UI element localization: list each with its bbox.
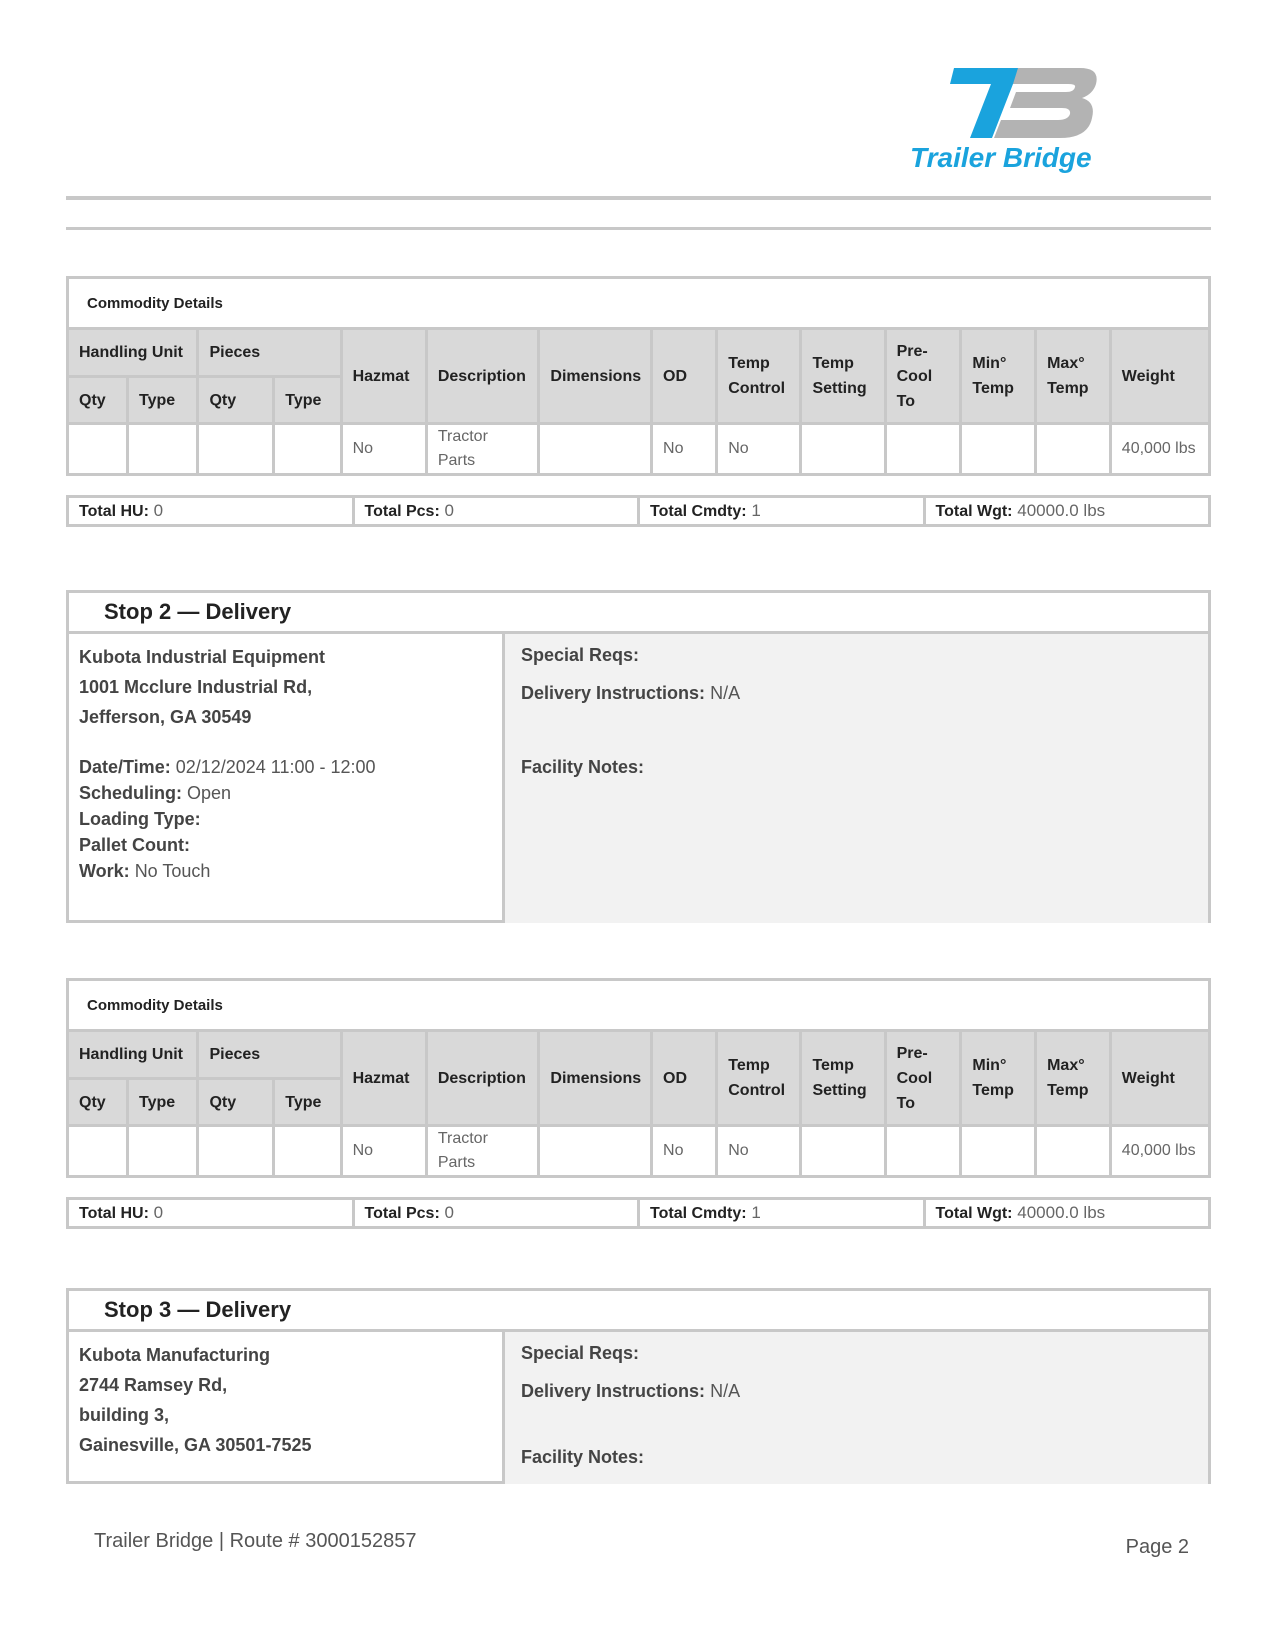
cell-hazmat: No — [341, 1126, 426, 1177]
commodity-table — [66, 978, 1211, 1178]
header-divider — [66, 196, 1211, 200]
header-temp-control: Temp Control — [717, 1031, 801, 1126]
cell-description: Tractor Parts — [426, 1126, 539, 1177]
cell-hazmat: No — [341, 424, 426, 475]
header-description: Description — [426, 329, 539, 424]
header-temp-setting: Temp Setting — [801, 329, 885, 424]
footer-page-number: Page 2 — [1125, 1536, 1189, 1558]
header-description: Description — [426, 1031, 539, 1126]
header-divider-secondary — [66, 227, 1211, 230]
facility-name: Kubota Manufacturing — [79, 1345, 270, 1365]
table-row — [68, 424, 1210, 475]
cell-min-temp — [961, 424, 1036, 475]
datetime-line: Date/Time: 02/12/2024 11:00 - 12:00 — [79, 757, 376, 777]
total-cmdty: Total Cmdty: 1 — [640, 498, 926, 524]
cell-min-temp — [961, 1126, 1036, 1177]
header-max-temp: Max° Temp — [1036, 1031, 1111, 1126]
total-hu: Total HU: 0 — [69, 498, 355, 524]
header-temp-control: Temp Control — [717, 329, 801, 424]
cell-description: Tractor Parts — [426, 424, 539, 475]
special-reqs-line: Special Reqs: — [521, 645, 640, 665]
stop-title: Stop 2 — Delivery — [69, 593, 1208, 634]
header-weight: Weight — [1110, 1031, 1209, 1126]
header-dimensions: Dimensions — [539, 329, 652, 424]
header-min-temp: Min° Temp — [961, 1031, 1036, 1126]
scheduling-line: Scheduling: Open — [79, 783, 232, 803]
header-pc-qty: Qty — [198, 1079, 274, 1126]
city-state-zip: Gainesville, GA 30501-7525 — [79, 1435, 312, 1455]
total-hu: Total HU: 0 — [69, 1200, 355, 1226]
header-pieces: Pieces — [198, 329, 341, 377]
cell-pre-cool — [885, 1126, 961, 1177]
facility-name: Kubota Industrial Equipment — [79, 647, 325, 667]
header-pieces: Pieces — [198, 1031, 341, 1079]
cell-pc-type — [274, 1126, 341, 1177]
header-min-temp: Min° Temp — [961, 329, 1036, 424]
header-hu-type: Type — [127, 377, 198, 424]
cell-temp-control: No — [717, 424, 801, 475]
cell-pc-qty — [198, 424, 274, 475]
cell-hu-type — [127, 1126, 198, 1177]
header-od: OD — [652, 1031, 717, 1126]
header-handling-unit: Handling Unit — [68, 329, 198, 377]
cell-od: No — [652, 1126, 717, 1177]
stop-address-panel — [69, 1332, 505, 1484]
stop-3-box — [66, 1288, 1211, 1484]
header-max-temp: Max° Temp — [1036, 329, 1111, 424]
header-pre-cool: Pre-Cool To — [885, 329, 961, 424]
header-pc-type: Type — [274, 377, 341, 424]
cell-od: No — [652, 424, 717, 475]
commodity-title: Commodity Details — [68, 278, 1210, 329]
header-hazmat: Hazmat — [341, 1031, 426, 1126]
stop-address-panel — [69, 634, 505, 923]
table-row — [68, 1126, 1210, 1177]
total-wgt: Total Wgt: 40000.0 lbs — [935, 501, 1106, 520]
cell-hu-qty — [68, 424, 128, 475]
cell-max-temp — [1036, 424, 1111, 475]
header-handling-unit: Handling Unit — [68, 1031, 198, 1079]
special-reqs-line: Special Reqs: — [521, 1343, 640, 1363]
cell-weight: 40,000 lbs — [1110, 424, 1209, 475]
cell-weight: 40,000 lbs — [1110, 1126, 1209, 1177]
city-state-zip: Jefferson, GA 30549 — [79, 707, 252, 727]
total-pcs: Total Pcs: 0 — [355, 1200, 641, 1226]
cell-hu-type — [127, 424, 198, 475]
total-pcs: Total Pcs: 0 — [355, 498, 641, 524]
header-pre-cool: Pre-Cool To — [885, 1031, 961, 1126]
loading-type-line: Loading Type: — [79, 809, 201, 829]
header-od: OD — [652, 329, 717, 424]
header-hu-qty: Qty — [68, 1079, 128, 1126]
cell-hu-qty — [68, 1126, 128, 1177]
cell-dimensions — [539, 1126, 652, 1177]
logo-wordmark: Trailer Bridge — [910, 142, 1092, 173]
cell-dimensions — [539, 424, 652, 475]
delivery-instructions-line: Delivery Instructions: N/A — [521, 1381, 741, 1401]
total-wgt: Total Wgt: 40000.0 lbs — [935, 1203, 1106, 1222]
cell-temp-control: No — [717, 1126, 801, 1177]
header-pc-type: Type — [274, 1079, 341, 1126]
street-address: 1001 Mcclure Industrial Rd, — [79, 677, 313, 697]
commodity-totals — [66, 1197, 1211, 1229]
street-address: 2744 Ramsey Rd, — [79, 1375, 228, 1395]
stop-notes-panel — [505, 634, 1208, 923]
delivery-instructions-line: Delivery Instructions: N/A — [521, 683, 741, 703]
pallet-count-line: Pallet Count: — [79, 835, 190, 855]
street-address-2: building 3, — [79, 1405, 169, 1425]
stop-2-box — [66, 590, 1211, 923]
stop-notes-panel — [505, 1332, 1208, 1484]
header-weight: Weight — [1110, 329, 1209, 424]
header-hazmat: Hazmat — [341, 329, 426, 424]
facility-notes-line: Facility Notes: — [521, 1447, 645, 1467]
cell-pc-type — [274, 424, 341, 475]
header-dimensions: Dimensions — [539, 1031, 652, 1126]
header-temp-setting: Temp Setting — [801, 1031, 885, 1126]
cell-pc-qty — [198, 1126, 274, 1177]
cell-temp-setting — [801, 1126, 885, 1177]
tb-logo-mark — [950, 68, 1097, 138]
cell-temp-setting — [801, 424, 885, 475]
trailer-bridge-logo — [900, 62, 1110, 182]
header-pc-qty: Qty — [198, 377, 274, 424]
header-hu-type: Type — [127, 1079, 198, 1126]
cell-pre-cool — [885, 424, 961, 475]
footer-route: Trailer Bridge | Route # 3000152857 — [94, 1530, 417, 1552]
commodity-totals — [66, 495, 1211, 527]
facility-notes-line: Facility Notes: — [521, 757, 645, 777]
commodity-title: Commodity Details — [68, 980, 1210, 1031]
cell-max-temp — [1036, 1126, 1111, 1177]
stop-title: Stop 3 — Delivery — [69, 1291, 1208, 1332]
header-hu-qty: Qty — [68, 377, 128, 424]
total-cmdty: Total Cmdty: 1 — [640, 1200, 926, 1226]
commodity-table — [66, 276, 1211, 476]
work-line: Work: No Touch — [79, 861, 211, 881]
